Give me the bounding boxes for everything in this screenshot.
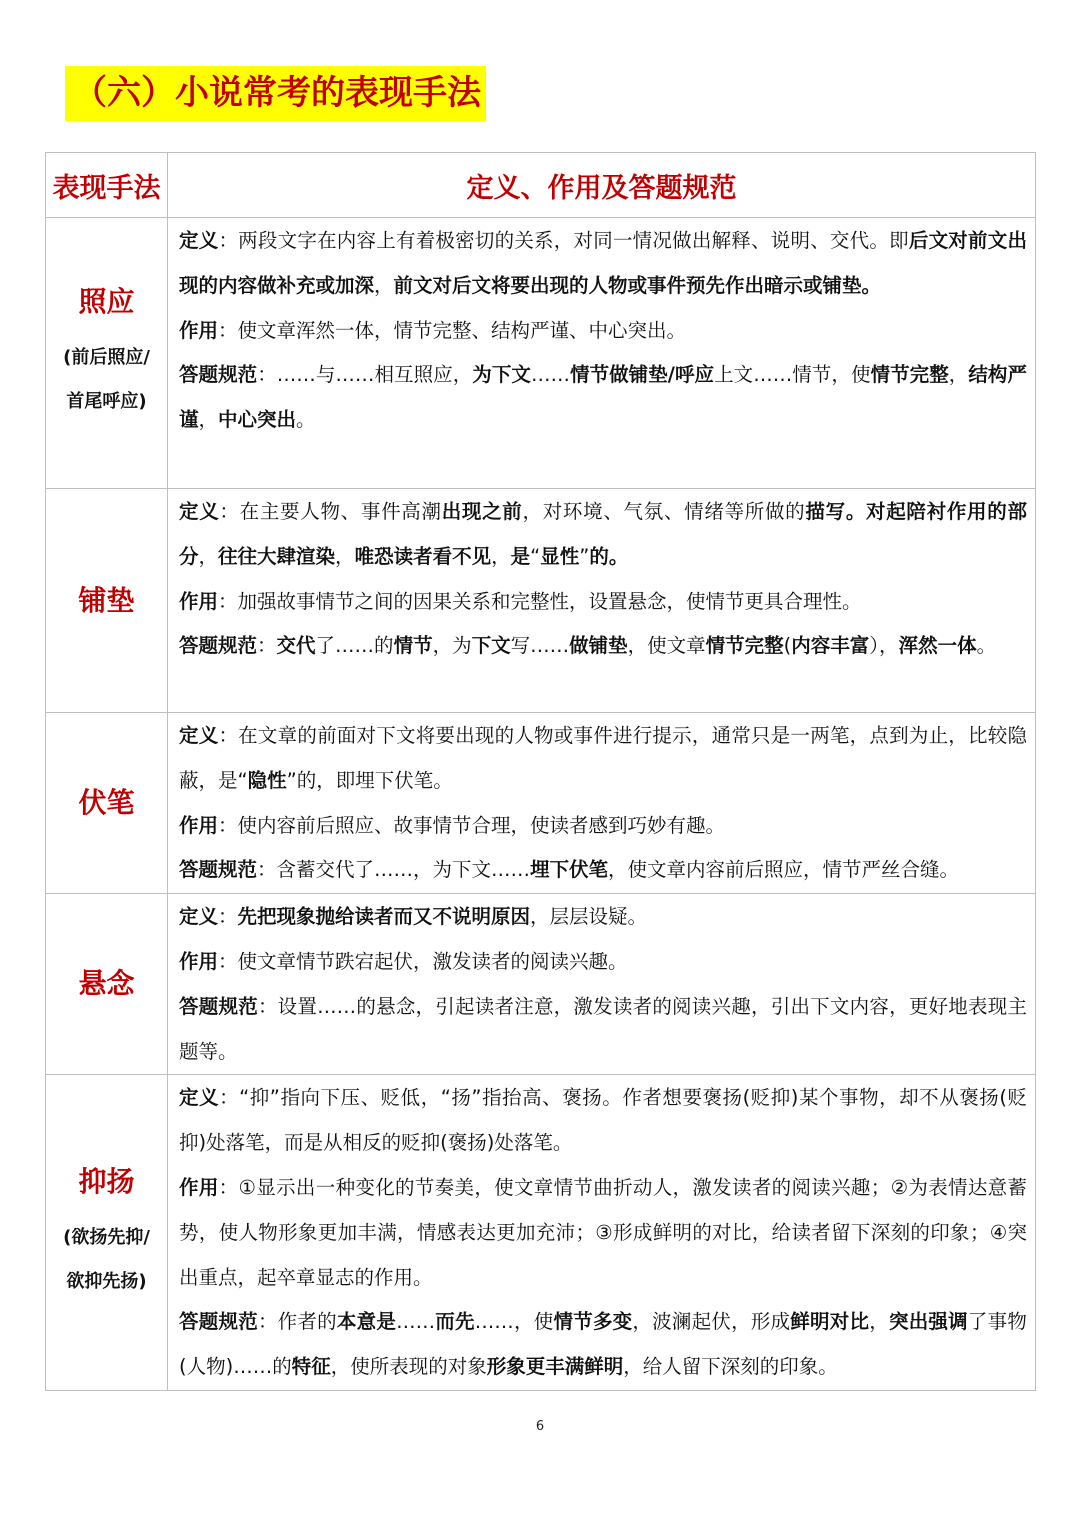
body-text: ：作者的 bbox=[257, 1310, 337, 1334]
table-row bbox=[46, 218, 1036, 489]
technique-cell bbox=[46, 894, 168, 1075]
emphasis-text: 做铺垫 bbox=[569, 634, 628, 658]
emphasis-text: 后文对前文出现的内容做补充或加深 bbox=[179, 229, 1027, 297]
body-text: ： bbox=[218, 905, 238, 929]
body-text: 了……的 bbox=[315, 634, 394, 658]
emphasis-text: 内容丰富 bbox=[791, 634, 870, 658]
body-text: ：使文章情节跌宕起伏，激发读者的阅读兴趣。 bbox=[218, 949, 628, 973]
emphasis-text: 情节完整 bbox=[705, 634, 784, 658]
body-text: ：“抑”指向下压、贬低，“扬”指抬高、褒扬。作者想要褒扬(贬抑)某个事物，却不从褒扬(贬抑)处落笔，而是从相反的贬抑(褒扬)处落笔。 bbox=[179, 1086, 1027, 1155]
emphasis-text: 隐性 bbox=[247, 768, 287, 792]
technique-name: 悬念 bbox=[78, 967, 135, 1001]
body-text: 。 bbox=[296, 408, 316, 432]
body-text: “ bbox=[530, 544, 541, 568]
emphasis-text: 形象更丰满鲜明 bbox=[486, 1355, 624, 1379]
body-text: ：在主要人物、事件高潮 bbox=[219, 500, 442, 523]
body-text: ……，使 bbox=[474, 1310, 554, 1334]
table-header-row bbox=[46, 153, 1036, 218]
emphasis-text: 下文 bbox=[471, 634, 511, 658]
emphasis-text: 而先 bbox=[435, 1310, 475, 1334]
table-row bbox=[46, 713, 1036, 894]
technique-cell bbox=[46, 1075, 168, 1391]
body-text: ：使内容前后照应、故事情节合理，使读者感到巧妙有趣。 bbox=[218, 813, 726, 837]
emphasis-text: 情节完整 bbox=[870, 363, 949, 387]
body-text: 写…… bbox=[510, 634, 570, 658]
emphasis-text: 唯恐读者看不见 bbox=[354, 544, 492, 568]
emphasis-text: 作用 bbox=[179, 318, 219, 342]
technique-alias: (前后照应/ bbox=[63, 347, 150, 368]
body-text: ，层层设疑。 bbox=[530, 905, 648, 929]
emphasis-text: 情节做铺垫/呼应 bbox=[569, 363, 715, 387]
emphasis-text: 作用 bbox=[179, 1175, 219, 1199]
emphasis-text: 定义 bbox=[179, 1086, 220, 1110]
definition-cell bbox=[168, 218, 1036, 489]
emphasis-text: 特征 bbox=[291, 1355, 331, 1379]
table-row bbox=[46, 489, 1036, 713]
technique-name: 抑扬 bbox=[78, 1164, 135, 1198]
definition-cell bbox=[168, 894, 1036, 1075]
technique-alias: 欲抑先扬) bbox=[66, 1270, 147, 1292]
answer-template-paragraph bbox=[179, 985, 1027, 1075]
definition-paragraph bbox=[179, 1076, 1027, 1166]
header-technique: 表现手法 bbox=[46, 153, 168, 218]
body-text: ( bbox=[783, 634, 792, 658]
body-text: …… bbox=[530, 363, 570, 387]
answer-template-paragraph bbox=[179, 848, 1027, 893]
emphasis-text: 情节多变 bbox=[553, 1310, 633, 1334]
definition-paragraph bbox=[179, 219, 1027, 309]
emphasis-text: 为下文 bbox=[472, 363, 531, 387]
effect-paragraph bbox=[179, 940, 1027, 985]
effect-paragraph bbox=[179, 804, 1027, 849]
body-text: ， bbox=[198, 408, 219, 432]
definition-cell bbox=[168, 1075, 1036, 1391]
body-text: ” bbox=[579, 544, 590, 568]
emphasis-text: 突出强调 bbox=[888, 1310, 968, 1334]
body-text: ， bbox=[374, 273, 394, 297]
section-title: （六）小说常考的表现手法 bbox=[65, 66, 486, 121]
technique-name: 照应 bbox=[78, 285, 135, 318]
body-text: ，使所表现的对象 bbox=[330, 1355, 487, 1379]
body-text: ：设置……的悬念，引起读者注意，激发读者的阅读兴趣，引出下文内容，更好地表现主题等。 bbox=[179, 994, 1027, 1063]
emphasis-text: 定义 bbox=[179, 500, 220, 523]
technique-alias: (欲扬先抑/ bbox=[63, 1226, 150, 1248]
table-row bbox=[46, 1075, 1036, 1391]
body-text: ， bbox=[198, 544, 219, 568]
emphasis-text: 答题规范 bbox=[179, 858, 258, 882]
body-text: ，为 bbox=[432, 634, 472, 658]
body-text: ，使文章内容前后照应，情节严丝合缝。 bbox=[608, 858, 960, 882]
body-text: 上文……情节，使 bbox=[714, 363, 871, 387]
effect-paragraph bbox=[179, 1166, 1027, 1300]
emphasis-text: 定义 bbox=[179, 724, 219, 747]
body-text: ：在文章的前面对下文将要出现的人物或事件进行提示，通常只是一两笔，点到为止，比较隐蔽，是“ bbox=[179, 724, 1027, 792]
header-definition: 定义、作用及答题规范 bbox=[168, 153, 1036, 218]
definition-paragraph bbox=[179, 895, 1027, 940]
body-text: ”的，即埋下伏笔。 bbox=[286, 768, 453, 792]
body-text: ，对环境、气氛、情绪等所做的 bbox=[522, 500, 806, 523]
body-text: ，波澜起伏，形成 bbox=[632, 1310, 791, 1334]
emphasis-text: 显性 bbox=[540, 544, 580, 568]
technique-name: 铺垫 bbox=[78, 583, 135, 617]
emphasis-text: 答题规范 bbox=[179, 363, 258, 387]
body-text: ， bbox=[869, 1310, 889, 1334]
body-text: 。 bbox=[976, 634, 997, 658]
emphasis-text: 情节 bbox=[393, 634, 433, 658]
body-text: ， bbox=[491, 544, 511, 568]
page-number: 6 bbox=[535, 1419, 545, 1434]
definition-cell bbox=[168, 713, 1036, 894]
emphasis-text: 交代 bbox=[276, 634, 316, 658]
body-text: ）， bbox=[869, 634, 899, 658]
technique-name: 伏笔 bbox=[78, 786, 135, 820]
emphasis-text: 描写。对起陪衬作用的部分 bbox=[179, 500, 1027, 568]
technique-cell bbox=[46, 713, 168, 894]
emphasis-text: 结构严谨 bbox=[179, 363, 1027, 432]
table-row bbox=[46, 894, 1036, 1075]
emphasis-text: 浑然一体 bbox=[898, 634, 977, 658]
emphasis-text: 作用 bbox=[179, 949, 219, 973]
effect-paragraph bbox=[179, 309, 1027, 354]
effect-paragraph bbox=[179, 580, 1027, 625]
emphasis-text: 定义 bbox=[179, 905, 219, 929]
emphasis-text: 答题规范 bbox=[179, 994, 258, 1018]
answer-template-paragraph bbox=[179, 624, 1027, 669]
emphasis-text: 中心突出 bbox=[218, 408, 297, 432]
technique-cell bbox=[46, 218, 168, 489]
emphasis-text: 的。 bbox=[589, 544, 629, 568]
body-text: ：两段文字在内容上有着极密切的关系，对同一情况做出解释、说明、交代。即 bbox=[218, 229, 909, 252]
emphasis-text: 先把现象抛给读者而又不说明原因 bbox=[237, 905, 531, 929]
body-text: ，给人留下深刻的印象。 bbox=[623, 1355, 838, 1379]
body-text: ：①显示出一种变化的节奏美，使文章情节曲折动人，激发读者的阅读兴趣；②为表情达意蓄势，使人物形象更加丰满，情感表达更加充沛；③形成鲜明的对比，给读者留下深刻的印象；④突出重点，起卒章显志的作用。 bbox=[179, 1175, 1027, 1289]
emphasis-text: 本意是 bbox=[336, 1310, 397, 1334]
body-text: ， bbox=[948, 363, 969, 387]
body-text: …… bbox=[396, 1310, 436, 1334]
body-text: 了事物(人物)……的 bbox=[179, 1310, 1027, 1379]
emphasis-text: 往往大肆渲染 bbox=[218, 544, 336, 568]
emphasis-text: 答题规范 bbox=[179, 634, 258, 658]
emphasis-text: 作用 bbox=[179, 813, 219, 837]
definition-cell bbox=[168, 489, 1036, 713]
technique-alias: 首尾呼应) bbox=[66, 391, 147, 412]
answer-template-paragraph bbox=[179, 353, 1027, 443]
emphasis-text: 鲜明对比 bbox=[790, 1310, 870, 1334]
answer-template-paragraph bbox=[179, 1300, 1027, 1390]
techniques-table bbox=[45, 152, 1036, 1391]
emphasis-text: 是 bbox=[510, 544, 531, 568]
body-text: ，使文章 bbox=[627, 634, 706, 658]
body-text: ， bbox=[335, 544, 355, 568]
body-text: ： bbox=[257, 634, 277, 658]
body-text: ：含蓄交代了……，为下文…… bbox=[257, 858, 531, 882]
body-text: ：加强故事情节之间的因果关系和完整性，设置悬念，使情节更具合理性。 bbox=[218, 589, 862, 613]
body-text: ：使文章浑然一体，情节完整、结构严谨、中心突出。 bbox=[218, 318, 687, 342]
body-text: ：……与……相互照应， bbox=[257, 363, 473, 387]
emphasis-text: 埋下伏笔 bbox=[530, 858, 609, 882]
technique-cell bbox=[46, 489, 168, 713]
emphasis-text: 定义 bbox=[179, 229, 219, 252]
emphasis-text: 前文对后文将要出现的人物或事件预先作出暗示或铺垫。 bbox=[393, 273, 882, 297]
emphasis-text: 答题规范 bbox=[179, 1310, 258, 1334]
definition-paragraph bbox=[179, 714, 1027, 804]
emphasis-text: 出现之前 bbox=[441, 500, 523, 523]
definition-paragraph bbox=[179, 490, 1027, 580]
emphasis-text: 作用 bbox=[179, 589, 219, 613]
